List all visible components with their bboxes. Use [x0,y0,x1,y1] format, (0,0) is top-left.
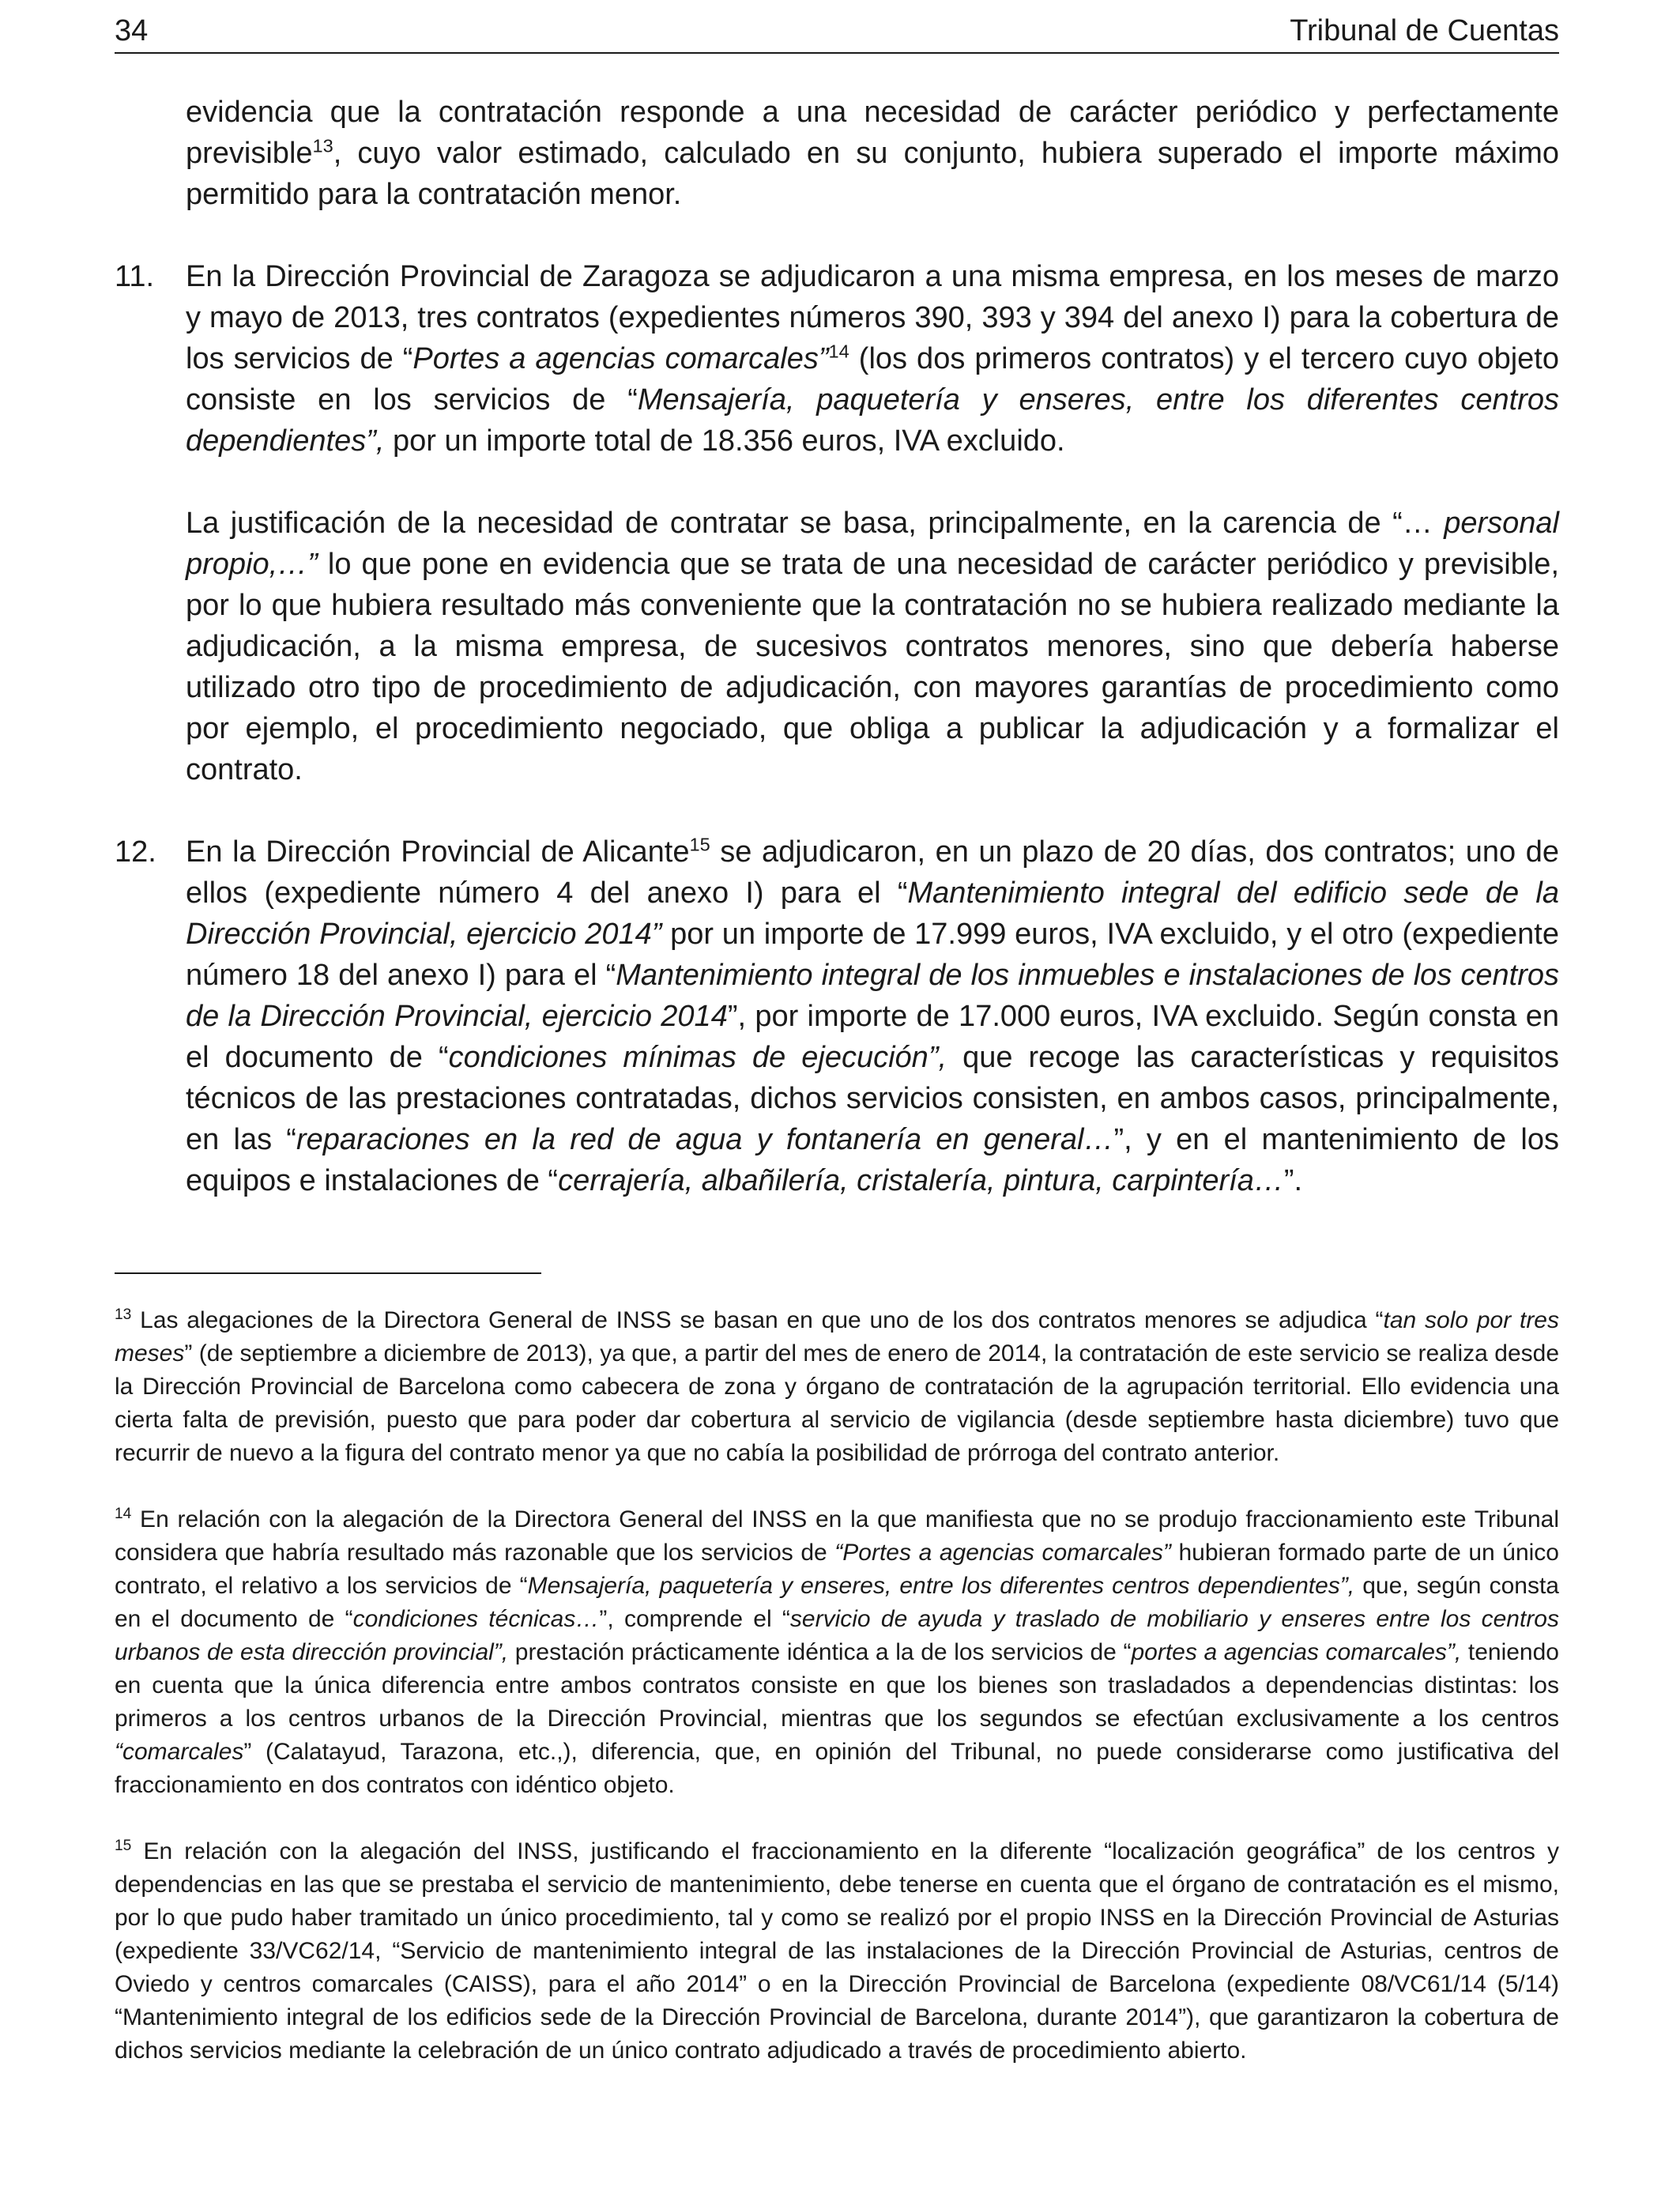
footnote-13: $^{13}$ Las alegaciones de la Directora General de INSS se basan en que uno de los dos contratos menores se adjudica “tan solo por tres meses” (de septiembre a diciembre de 2013), ya que, a partir del mes de enero de 2014, la contratación de este servicio se realiza desde la Dirección Provincial de Barcelona como cabecera de zona y órgano de contratación de la agrupación territorial. Ello evidencia una cierta falta de previsión, puesto que para poder dar cobertura al servicio de vigilancia (desde septiembre hasta diciembre) tuvo que recurrir de nuevo a la figura del contrato menor ya que no cabía la posibilidad de prórroga del contrato anterior. [115,1306,1559,1466]
paragraph-number: 12. [115,835,156,869]
paragraph-11: 11. En la Dirección Provincial de Zaragoza se adjudicaron a una misma empresa, en los meses de marzo y mayo de 2013, tres contratos (expedientes números 390, 393 y 394 del anexo I) para la cobertura de los servicios de “Portes a agencias comarcales”$^{14}$ (los dos primeros contratos) y el tercero cuyo objeto consiste en los servicios de “Mensajería, paquetería y enseres, entre los diferentes centros dependientes”, por un importe total de 18.356 euros, IVA excluido. [115,256,1559,462]
page-header [115,11,1559,54]
paragraph-continuation: evidencia que la contratación responde a una necesidad de carácter periódico y perfectamente previsible$^{13}$, cuyo valor estimado, calculado en su conjunto, hubiera superado el importe máximo permitido para la contratación menor. [186,96,1559,211]
footnote-mark: 14 [115,1506,132,1522]
footnote-separator [115,1272,541,1274]
footnote-15: $^{15}$ En relación con la alegación del INSS, justificando el fraccionamiento en la diferente “localización geográfica” de los centros y dependencias en las que se prestaba el servicio de mantenimiento, debe tenerse en cuenta que el órgano de contratación es el mismo, por lo que pudo haber tramitado un único procedimiento, tal y como se realizó por el propio INSS en la Dirección Provincial de Asturias (expediente 33/VC62/14, “Servicio de mantenimiento integral de las instalaciones de la Dirección Provincial de Asturias, centros de Oviedo y centros comarcales (CAISS), para el año 2014” o en la Dirección Provincial de Barcelona (expediente 08/VC61/14 (5/14) “Mantenimiento integral de los edificios sede de la Dirección Provincial de Barcelona, durante 2014”), que garantizaron la cobertura de dichos servicios mediante la celebración de un único contrato adjudicado a través de procedimiento abierto. [115,1838,1559,2064]
paragraph-12: 12. En la Dirección Provincial de Alicante$^{15}$ se adjudicaron, en un plazo de 20 días, dos contratos; uno de ellos (expediente número 4 del anexo I) para el “Mantenimiento integral del edificio sede de la Dirección Provincial, ejercicio 2014” por un importe de 17.999 euros, IVA excluido, y el otro (expediente número 18 del anexo I) para el “Mantenimiento integral de los inmuebles e instalaciones de los centros de la Dirección Provincial, ejercicio 2014”, por importe de 17.000 euros, IVA excluido. Según consta en el documento de “condiciones mínimas de ejecución”, que recoge las características y requisitos técnicos de las prestaciones contratadas, dichos servicios consisten, en ambos casos, principalmente, en las “reparaciones en la red de agua y fontanería en general…”, y en el mantenimiento de los equipos e instalaciones de “cerrajería, albañilería, cristalería, pintura, carpintería…”. [115,831,1559,1201]
footnote-14: $^{14}$ En relación con la alegación de la Directora General del INSS en la que manifiesta que no se produjo fraccionamiento este Tribunal considera que habría resultado más razonable que los servicios de “Portes a agencias comarcales” hubieran formado parte de un único contrato, el relativo a los servicios de “Mensajería, paquetería y enseres, entre los diferentes centros dependientes”, que, según consta en el documento de “condiciones técnicas…”, comprende el “servicio de ayuda y traslado de mobiliario y enseres entre los centros urbanos de esta dirección provincial”, prestación prácticamente idéntica a la de los servicios de “portes a agencias comarcales”, teniendo en cuenta que la única diferencia entre ambos contratos consiste en que los bienes son trasladados a dependencias distintas: los primeros a los centros urbanos de la Dirección Provincial, mientras que los segundos se efectúan exclusivamente a los centros “comarcales” (Calatayud, Tarazona, etc.,), diferencia, que, en opinión del Tribunal, no puede considerarse como justificativa del fraccionamiento en dos contratos con idéntico objeto. [115,1506,1559,1798]
footnote-mark: 15 [115,1838,132,1854]
footnote-ref-13[interactable]: 13 [312,135,333,156]
body-text [115,92,1559,1242]
paragraph-11-continued: La justificación de la necesidad de contratar se basa, principalmente, en la carencia de “… personal propio,…” lo que pone en evidencia que se trata de una necesidad de carácter periódico y previsible, por lo que hubiera resultado más conveniente que la contratación no se hubiera realizado mediante la adjudicación, a la misma empresa, de sucesivos contratos menores, sino que debería haberse utilizado otro tipo de procedimiento de adjudicación, con mayores garantías de procedimiento como por ejemplo, el procedimiento negociado, que obliga a publicar la adjudicación y a formalizar el contrato. [186,507,1559,786]
footnotes [115,1304,1559,2101]
page-number: 34 [115,14,149,47]
paragraph-number: 11. [115,260,155,293]
footnote-ref-15[interactable]: 15 [689,834,710,855]
document-title: Tribunal de Cuentas [1290,14,1559,47]
footnote-ref-14[interactable]: 14 [828,341,849,362]
footnote-mark: 13 [115,1306,132,1323]
